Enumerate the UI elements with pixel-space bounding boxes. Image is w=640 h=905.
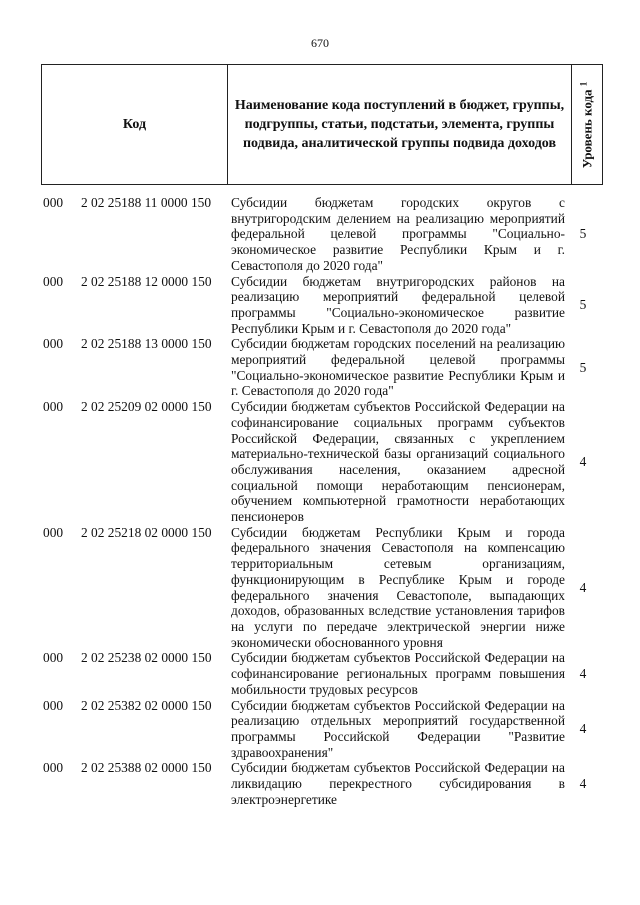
row-code: 2 02 25388 02 0000 150 bbox=[81, 760, 212, 776]
row-prefix: 000 bbox=[43, 524, 64, 540]
row-level: 5 bbox=[579, 226, 587, 242]
row-level: 4 bbox=[579, 454, 587, 470]
header-level-footnote: 1 bbox=[578, 81, 589, 86]
row-prefix: 000 bbox=[43, 273, 64, 289]
row-code: 2 02 25218 02 0000 150 bbox=[81, 524, 212, 540]
table-header bbox=[41, 64, 603, 185]
row-level: 5 bbox=[579, 359, 587, 375]
table-row bbox=[41, 650, 603, 697]
table-row bbox=[41, 525, 603, 651]
row-prefix: 000 bbox=[43, 399, 64, 415]
row-code: 2 02 25188 12 0000 150 bbox=[81, 273, 212, 289]
row-prefix: 000 bbox=[43, 650, 64, 666]
row-prefix: 000 bbox=[43, 697, 64, 713]
header-level bbox=[572, 65, 602, 184]
row-level: 4 bbox=[579, 776, 587, 792]
table-body bbox=[41, 195, 603, 807]
row-code: 2 02 25188 13 0000 150 bbox=[81, 336, 212, 352]
row-description: Субсидии бюджетам субъектов Российской Федерации на софинансирование региональных программ повышения мобильности трудовых ресурсов bbox=[231, 650, 565, 697]
header-name: Наименование кода поступлений в бюджет, группы, подгруппы, статьи, подстатьи, элемента, группы подвида, аналитической группы подвида доходов bbox=[228, 65, 572, 184]
row-description: Субсидии бюджетам субъектов Российской Федерации на ликвидацию перекрестного субсидирования в электроэнергетике bbox=[231, 760, 565, 807]
header-level-label: Уровень кода bbox=[579, 88, 595, 168]
row-code: 2 02 25382 02 0000 150 bbox=[81, 697, 212, 713]
row-description: Субсидии бюджетам субъектов Российской Федерации на софинансирование социальных программ субъектов Российской Федерации, связанных с укреплением материально-технической базы организаций социального обслуживания населения, оказанием адресной социальной помощи неработающим пенсионерам, обучением компьютерной грамотности неработающих пенсионеров bbox=[231, 399, 565, 525]
row-description: Субсидии бюджетам городских округов с внутригородским делением на реализацию мероприятий федеральной целевой программы "Социально-экономическое развитие Республики Крым и г. Севастополя до 2020 года" bbox=[231, 195, 565, 273]
table-row bbox=[41, 399, 603, 525]
row-prefix: 000 bbox=[43, 336, 64, 352]
table-row bbox=[41, 336, 603, 399]
row-description: Субсидии бюджетам городских поселений на реализацию мероприятий федеральной целевой программы "Социально-экономическое развитие Республики Крым и г. Севастополя до 2020 года" bbox=[231, 336, 565, 399]
row-prefix: 000 bbox=[43, 195, 64, 210]
row-description: Субсидии бюджетам внутригородских районов на реализацию мероприятий федеральной целевой программы "Социально-экономическое развитие Республики Крым и г. Севастополя до 2020 года" bbox=[231, 273, 565, 336]
row-level: 4 bbox=[579, 666, 587, 682]
row-description: Субсидии бюджетам Республики Крым и города федерального значения Севастополя на компенсацию территориальным сетевым организациям, функционирующим в Республике Крым и городе федерального значения Севастополе, выпадающих доходов, образованных вследствие установления тарифов на услуги по передаче электрической энергии ниже экономически обоснованного уровня bbox=[231, 524, 565, 650]
row-description: Субсидии бюджетам субъектов Российской Федерации на реализацию отдельных мероприятий государственной программы Российской Федерации "Развитие здравоохранения" bbox=[231, 697, 565, 760]
row-level: 4 bbox=[579, 721, 587, 737]
table-row bbox=[41, 698, 603, 761]
row-prefix: 000 bbox=[43, 760, 64, 776]
header-code: Код bbox=[42, 65, 228, 184]
table-row bbox=[41, 274, 603, 337]
table-row bbox=[41, 760, 603, 807]
row-code: 2 02 25209 02 0000 150 bbox=[81, 399, 212, 415]
row-level: 4 bbox=[579, 579, 587, 595]
page-number: 670 bbox=[311, 36, 329, 50]
header-level-text bbox=[578, 81, 595, 168]
row-code: 2 02 25188 11 0000 150 bbox=[81, 195, 212, 210]
row-level: 5 bbox=[579, 297, 587, 313]
table-row bbox=[41, 195, 603, 274]
row-code: 2 02 25238 02 0000 150 bbox=[81, 650, 212, 666]
